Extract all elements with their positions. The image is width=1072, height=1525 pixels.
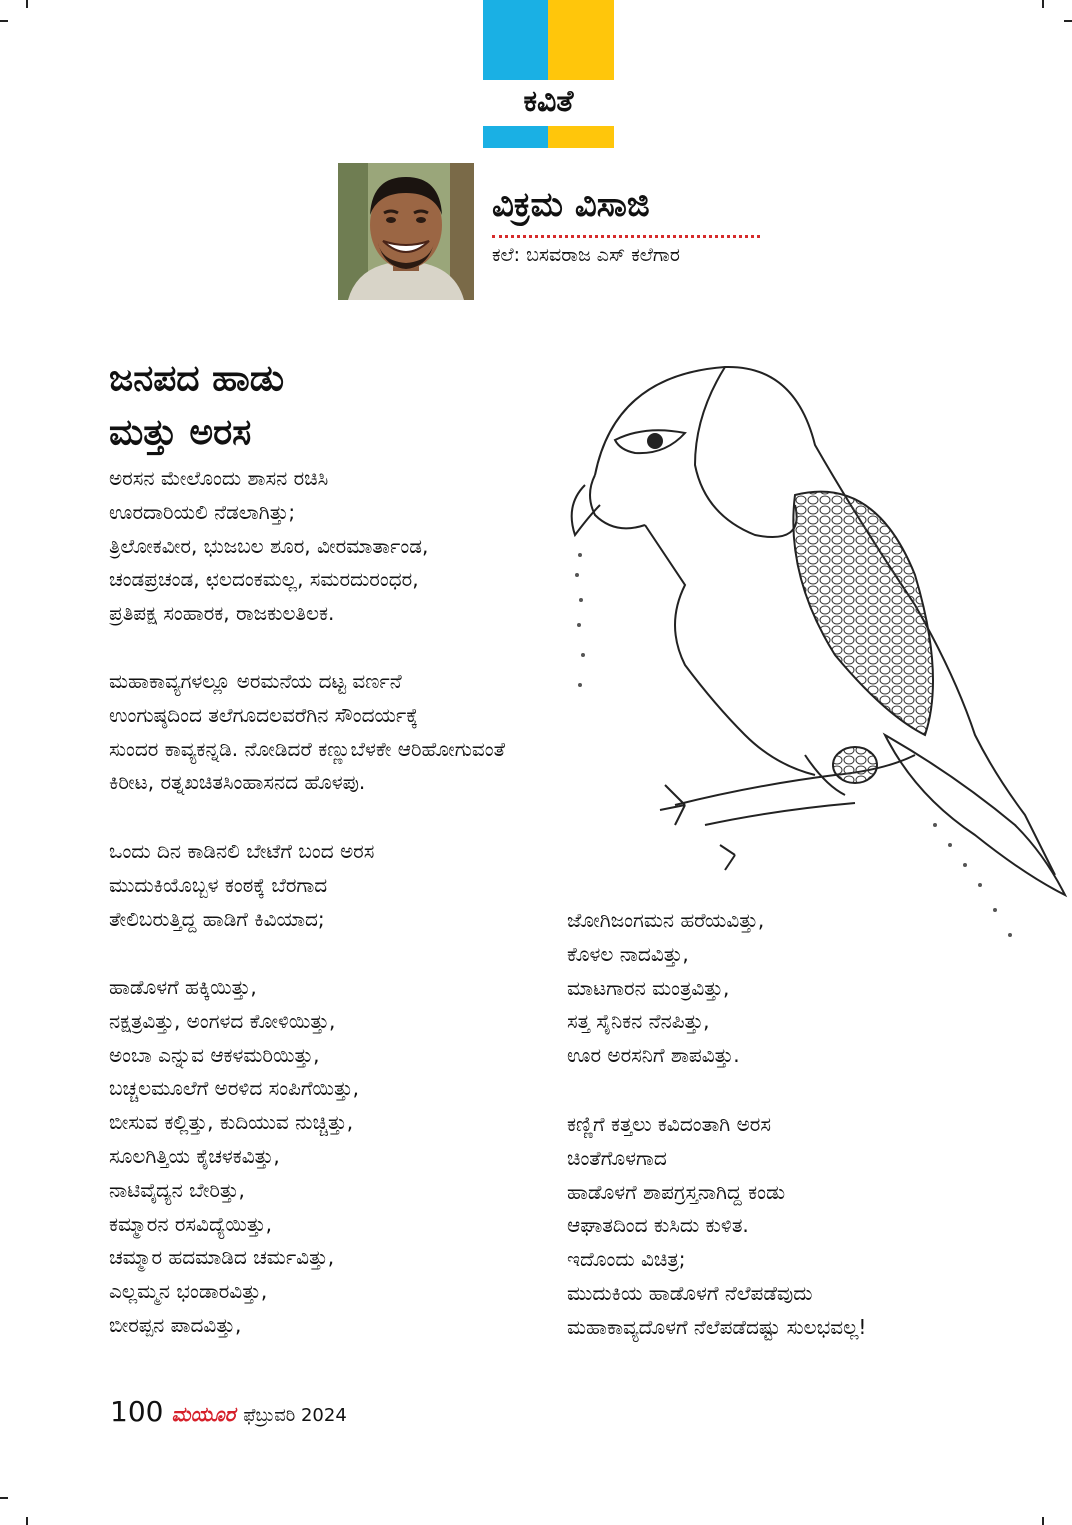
page-number: 100 [110, 1395, 164, 1428]
poem-line: ಅರಸನ ಮೇಲೊಂದು ಶಾಸನ ರಚಿಸಿ [109, 466, 329, 490]
poem-line: ಊರ ಅರಸನಿಗೆ ಶಾಪವಿತ್ತು. [567, 1043, 740, 1068]
poem-line: ತ್ರಿಲೋಕವೀರ, ಭುಜಬಲ ಶೂರ, ವೀರಮಾರ್ತಾಂಡ, [109, 533, 429, 558]
poem-line: ಮಾಟಗಾರನ ಮಂತ್ರವಿತ್ತು, [567, 975, 730, 1000]
stanza-5 [567, 904, 764, 1073]
poem-line: ಚಿಂತೆಗೊಳಗಾದ [567, 1145, 667, 1170]
poem-line: ಚಮ್ಮಾರ ಹದಮಾಡಿದ ಚರ್ಮವಿತ್ತು, [109, 1245, 335, 1270]
poem-line: ಅಂಬಾ ಎನ್ನುವ ಆಕಳಮರಿಯಿತ್ತು, [109, 1042, 320, 1067]
poem-line: ಸೂಲಗಿತ್ತಿಯ ಕೈಚಳಕವಿತ್ತು, [109, 1143, 280, 1168]
crop-mark [26, 0, 28, 8]
author-photo [338, 163, 474, 300]
poem-line: ಊರದಾರಿಯಲಿ ನೆಡಲಾಗಿತ್ತು; [109, 499, 296, 524]
crop-mark [1042, 1517, 1044, 1525]
crop-mark [1042, 0, 1044, 8]
poem-line: ಮಹಾಕಾವ್ಯದೊಳಗೆ ನೆಲೆಪಡೆದಷ್ಟು ಸುಲಭವಲ್ಲ! [567, 1314, 867, 1339]
section-badge [483, 0, 614, 148]
poem-line: ಕಿರೀಟ, ರತ್ನಖಚಿತಸಿಂಹಾಸನದ ಹೊಳಪು. [109, 770, 366, 795]
bird-illustration [555, 355, 1070, 980]
poem-line: ನಕ್ಷತ್ರವಿತ್ತು, ಅಂಗಳದ ಕೋಳಿಯಿತ್ತು, [109, 1008, 336, 1033]
crop-mark [1064, 20, 1072, 22]
stanza-1 [109, 462, 428, 631]
author-name: ವಿಕ್ರಮ ವಿಸಾಜಿ [492, 185, 650, 225]
poem-line: ತೇಲಿಬರುತ್ತಿದ್ದ ಹಾಡಿಗೆ ಕಿವಿಯಾದ; [109, 906, 325, 931]
poem-line: ಕಮ್ಮಾರನ ರಸವಿದ್ಯೆಯಿತ್ತು, [109, 1211, 272, 1236]
crop-mark [26, 1517, 28, 1525]
poem-title [109, 352, 284, 460]
art-credit: ಕಲೆ: ಬಸವರಾಜ ಎಸ್‌ ಕಲೆಗಾರ [492, 244, 680, 266]
poem-line: ಸುಂದರ ಕಾವ್ಯಕನ್ನಡಿ. ನೋಡಿದರೆ ಕಣ್ಣುಬೆಳಕೇ ಆರಿಹೋಗುವಂತೆ [109, 736, 506, 761]
poem-line: ಎಲ್ಲಮ್ಮನ ಭಂಡಾರವಿತ್ತು, [109, 1279, 268, 1304]
poem-line: ಬಚ್ಚಲಮೂಲೆಗೆ ಅರಳಿದ ಸಂಪಿಗೆಯಿತ್ತು, [109, 1076, 360, 1101]
poem-title-line: ಜನಪದ ಹಾಡು [109, 358, 285, 399]
poem-line: ಬೀಸುವ ಕಲ್ಲಿತ್ತು, ಕುದಿಯುವ ನುಚ್ಚಿತ್ತು, [109, 1110, 354, 1135]
poem-line: ಆಘಾತದಿಂದ ಕುಸಿದು ಕುಳಿತ. [567, 1213, 749, 1238]
poem-title-line: ಮತ್ತು ಅರಸ [109, 412, 252, 453]
poem-line: ಒಂದು ದಿನ ಕಾಡಿನಲಿ ಬೇಟೆಗೆ ಬಂದ ಅರಸ [109, 839, 375, 863]
badge-yellow-bar [548, 126, 614, 148]
poem-line: ಕೊಳಲ ನಾದವಿತ್ತು, [567, 941, 689, 966]
stanza-6 [567, 1108, 866, 1345]
poem-line: ಇದೊಂದು ವಿಚಿತ್ರ; [567, 1247, 686, 1272]
crop-mark [0, 1497, 8, 1499]
poem-line: ಕಣ್ಣಿಗೆ ಕತ್ತಲು ಕವಿದಂತಾಗಿ ಅರಸ [567, 1112, 771, 1136]
poem-line: ಉಂಗುಷ್ಠದಿಂದ ತಲೆಗೂದಲವರೆಗಿನ ಸೌಂದರ್ಯಕ್ಕೆ [109, 702, 418, 727]
poem-line: ಪ್ರತಿಪಕ್ಷ ಸಂಹಾರಕ, ರಾಜಕುಲತಿಲಕ. [109, 601, 335, 626]
poem-line: ಮಹಾಕಾವ್ಯಗಳಲ್ಲೂ ಅರಮನೆಯ ದಟ್ಟ ವರ್ಣನೆ [109, 669, 402, 693]
crop-mark [0, 20, 8, 22]
section-label: ಕವಿತೆ [523, 84, 574, 119]
poem-line: ಜೋಗಿಜಂಗಮನ ಹರೆಯವಿತ್ತು, [567, 908, 765, 932]
poem-line: ಚಂಡಪ್ರಚಂಡ, ಛಲದಂಕಮಲ್ಲ, ಸಮರದುರಂಧರ, [109, 567, 419, 592]
magazine-logo: ಮಯೂರ [171, 1402, 236, 1426]
badge-blue-bar [483, 126, 548, 148]
poem-line: ಸತ್ತ ಸೈನಿಕನ ನೆನಪಿತ್ತು, [567, 1009, 710, 1034]
poem-line: ಬೀರಪ್ಪನ ಪಾದವಿತ್ತು, [109, 1312, 242, 1337]
stanza-3 [109, 835, 374, 936]
poem-line: ಮುದುಕಿಯ ಹಾಡೊಳಗೆ ನೆಲೆಪಡೆವುದು [567, 1280, 813, 1305]
poem-line: ನಾಟಿವೈದ್ಯನ ಬೇರಿತ್ತು, [109, 1177, 245, 1202]
badge-yellow-block [548, 0, 614, 80]
poem-line: ಹಾಡೊಳಗೆ ಹಕ್ಕಿಯಿತ್ತು, [109, 975, 257, 999]
stanza-4 [109, 971, 359, 1343]
dotted-divider [492, 235, 760, 238]
stanza-2 [109, 665, 505, 800]
poem-line: ಮುದುಕಿಯೊಬ್ಬಳ ಕಂಠಕ್ಕೆ ಬೆರಗಾದ [109, 872, 328, 897]
poem-line: ಹಾಡೊಳಗೆ ಶಾಪಗ್ರಸ್ತನಾಗಿದ್ದ ಕಂಡು [567, 1179, 786, 1204]
page-footer [110, 1395, 347, 1428]
badge-blue-block [483, 0, 548, 80]
issue-date: ಫೆಬ್ರುವರಿ 2024 [243, 1405, 347, 1426]
